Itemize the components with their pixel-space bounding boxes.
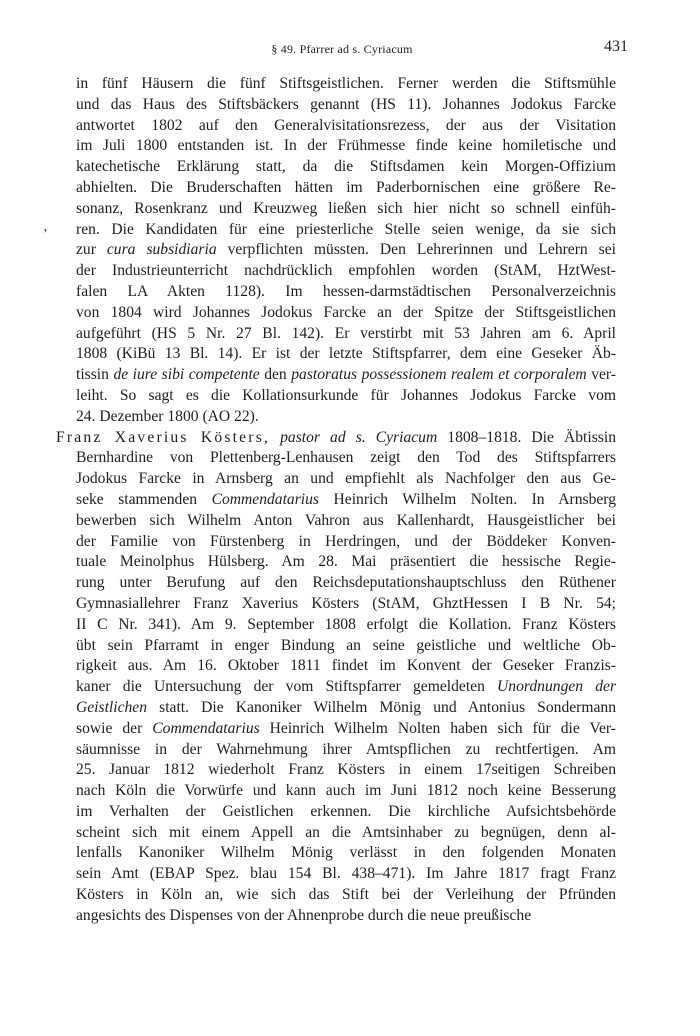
text-segment: antwortet 1802 auf den Generalvisitationsrezess, der aus der Visitation xyxy=(76,116,616,134)
text-line xyxy=(56,573,616,594)
text-segment: bewerben sich Wilhelm Anton Vahron aus Kallenhardt, Hausgeistlicher bei xyxy=(76,511,616,529)
text-line xyxy=(56,760,616,781)
running-title: § 49. Pfarrer ad s. Cyriacum xyxy=(271,42,413,56)
body-text xyxy=(56,74,616,927)
text-line xyxy=(56,448,616,469)
text-line xyxy=(56,324,616,345)
text-segment: Heinrich Wilhelm Nolten haben sich für die Ver- xyxy=(259,719,616,737)
text-line xyxy=(56,428,616,449)
text-line xyxy=(56,365,616,386)
text-line xyxy=(56,282,616,303)
text-line xyxy=(56,157,616,178)
text-segment: ren. Die Kandidaten für eine priesterliche Stelle seien wenige, da sie sich xyxy=(76,220,616,238)
italic-phrase: pastoratus possessionem realem et corporalem xyxy=(291,366,587,384)
text-segment: angesichts des Dispenses von der Ahnenprobe durch die neue preußische xyxy=(76,906,532,924)
text-segment: im Juli 1800 entstanden ist. In der Frühmesse finde keine homiletische und xyxy=(76,137,616,155)
text-line xyxy=(56,344,616,365)
text-line xyxy=(56,802,616,823)
text-segment: Jodokus Farcke in Arnsberg an und empfiehlt als Nachfolger den aus Ge- xyxy=(76,470,616,488)
text-segment: tuale Meinolphus Hülsberg. Am 28. Mai präsentiert die hessische Regie- xyxy=(76,553,616,571)
italic-phrase: pastor ad s. Cyriacum xyxy=(280,428,438,446)
text-segment: Heinrich Wilhelm Nolten. In Arnsberg xyxy=(319,490,616,508)
text-line xyxy=(56,677,616,698)
text-line xyxy=(56,636,616,657)
text-line xyxy=(56,199,616,220)
text-line xyxy=(56,303,616,324)
text-segment: nach Köln die Vorwürfe und kann auch im Juni 1812 noch keine Besserung xyxy=(76,782,616,800)
text-line xyxy=(56,552,616,573)
text-segment: der Industrieunterricht nachdrücklich empfohlen worden (StAM, HztWest- xyxy=(76,262,616,280)
text-line xyxy=(56,885,616,906)
text-line xyxy=(56,740,616,761)
italic-phrase: Commendatarius xyxy=(211,490,319,508)
text-segment: säumnisse in der Wahrnehmung ihrer Amtspflichen zu rechtfertigen. Am xyxy=(76,740,616,758)
page-number: 431 xyxy=(604,38,628,55)
text-line xyxy=(56,490,616,511)
text-segment: 1808–1818. Die Äbtissin xyxy=(437,428,616,446)
text-segment: in fünf Häusern die fünf Stiftsgeistlichen. Ferner werden die Stiftsmühle xyxy=(76,75,616,92)
text-segment: lenfalls Kanoniker Wilhelm Mönig verlässt in den folgenden Monaten xyxy=(76,844,616,862)
text-line xyxy=(56,843,616,864)
italic-phrase: Unordnungen der xyxy=(497,678,616,696)
text-segment: übt sein Pfarramt in enger Bindung an seine geistliche und weltliche Ob- xyxy=(76,636,616,654)
text-segment: katechetische Erklärung statt, da die Stiftsdamen kein Morgen-Offizium xyxy=(76,158,616,176)
text-segment: der Familie von Fürstenberg in Herdringen, und der Böddeker Konven- xyxy=(76,532,616,550)
text-segment: verpflichten müssten. Den Lehrerinnen und Lehrern sei xyxy=(216,241,616,259)
text-segment: II C Nr. 341). Am 9. September 1808 erfolgt die Kollation. Franz Kösters xyxy=(76,615,616,633)
text-line xyxy=(56,407,616,428)
text-segment: rung unter Berufung auf den Reichsdeputationshauptschluss den Rüthener xyxy=(76,574,616,592)
text-segment: Kösters in Köln an, wie sich das Stift bei der Verleihung der Pfründen xyxy=(76,886,616,904)
text-line xyxy=(56,74,616,95)
text-segment: im Verhalten der Geistlichen erkennen. Die kirchliche Aufsichtsbehörde xyxy=(76,802,616,820)
margin-mark: ’ xyxy=(43,227,48,242)
text-segment: tissin xyxy=(76,366,114,384)
text-line xyxy=(56,136,616,157)
text-line xyxy=(56,532,616,553)
text-line xyxy=(56,615,616,636)
text-segment: aufgeführt (HS 5 Nr. 27 Bl. 142). Er verstirbt mit 53 Jahren am 6. April xyxy=(76,324,616,342)
text-segment: Gymnasiallehrer Franz Xaverius Kösters (StAM, GhztHessen I B Nr. 54; xyxy=(76,594,616,612)
page-header xyxy=(56,38,628,62)
text-line xyxy=(56,261,616,282)
text-line xyxy=(56,95,616,116)
text-segment: seke stammenden xyxy=(76,490,212,508)
italic-phrase: cura subsidiaria xyxy=(106,241,217,259)
italic-phrase: Geistlichen xyxy=(76,698,148,716)
text-segment: 1808 (KiBü 13 Bl. 14). Er ist der letzte Stiftspfarrer, dem eine Geseker Äb- xyxy=(76,345,616,363)
text-segment: 25. Januar 1812 wiederholt Franz Kösters in einem 17seitigen Schreiben xyxy=(76,761,616,779)
text-segment: leiht. So sagt es die Kollationsurkunde für Johannes Jodokus Farcke vom xyxy=(76,386,616,404)
text-line xyxy=(56,116,616,137)
text-segment: 24. Dezember 1800 (AO 22). xyxy=(76,407,259,425)
text-segment: rigkeit aus. Am 16. Oktober 1811 findet im Konvent der Geseker Franzis- xyxy=(76,657,616,675)
text-segment: sonanz, Rosenkranz und Kreuzweg ließen sich hier nicht so schnell einfüh- xyxy=(76,199,616,217)
italic-phrase: Commendatarius xyxy=(152,719,260,737)
text-segment: statt. Die Kanoniker Wilhelm Mönig und Antonius Sondermann xyxy=(147,698,616,716)
text-line xyxy=(56,469,616,490)
paragraph-farcke xyxy=(56,74,616,428)
text-line xyxy=(56,178,616,199)
person-name: Franz Xaverius Kösters, xyxy=(56,428,271,446)
text-line xyxy=(56,594,616,615)
text-line xyxy=(56,864,616,885)
text-segment: ver- xyxy=(586,366,616,384)
text-line xyxy=(56,386,616,407)
text-line xyxy=(56,656,616,677)
text-segment: und das Haus des Stiftsbäckers genannt (HS 11). Johannes Jodokus Farcke xyxy=(76,95,616,113)
text-line xyxy=(56,781,616,802)
text-line xyxy=(56,719,616,740)
text-segment: falen LA Akten 1128). Im hessen-darmstädtischen Personalverzeichnis xyxy=(76,282,616,300)
text-segment: den xyxy=(259,366,292,384)
text-line xyxy=(56,511,616,532)
text-segment: scheint sich mit einem Appell an die Amtsinhaber zu begnügen, denn al- xyxy=(76,823,616,841)
text-line xyxy=(56,240,616,261)
paragraph-koesters xyxy=(56,428,616,927)
text-line xyxy=(56,220,616,241)
text-segment: zur xyxy=(76,241,107,259)
text-line xyxy=(56,823,616,844)
text-segment: sowie der xyxy=(76,719,153,737)
text-segment: abhielten. Die Bruderschaften hätten im Paderbornischen eine größere Re- xyxy=(76,178,616,196)
text-line xyxy=(56,906,616,927)
italic-phrase: de iure sibi competente xyxy=(113,366,260,384)
text-line xyxy=(56,698,616,719)
text-segment: kaner die Untersuchung der vom Stiftspfarrer gemeldeten xyxy=(76,678,498,696)
text-segment: sein Amt (EBAP Spez. blau 154 Bl. 438–471). Im Jahre 1817 fragt Franz xyxy=(76,865,616,883)
text-segment: von 1804 wird Johannes Jodokus Farcke an der Spitze der Stiftsgeistlichen xyxy=(76,303,616,321)
text-segment: Bernhardine von Plettenberg-Lenhausen zeigt den Tod des Stiftspfarrers xyxy=(76,449,616,467)
